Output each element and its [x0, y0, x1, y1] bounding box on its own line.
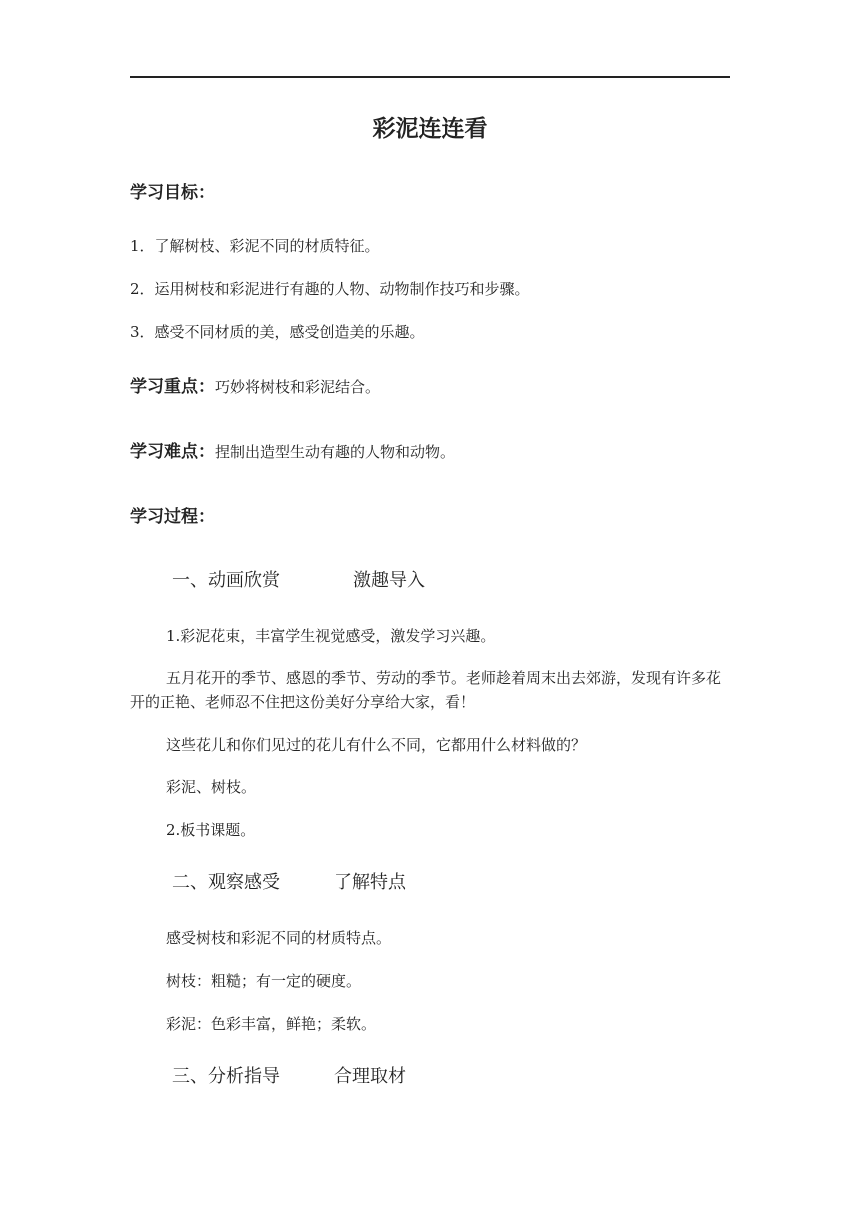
document-title: 彩泥连连看 — [372, 116, 488, 142]
section-1-item-2: 2.板书课题。 — [166, 821, 256, 839]
difficulty-text: 捏制出造型生动有趣的人物和动物。 — [215, 443, 456, 461]
section-2-line-3: 彩泥：色彩丰富，鲜艳；柔软。 — [166, 1015, 377, 1033]
process-heading: 学习过程： — [130, 507, 215, 527]
key-point-text: 巧妙将树枝和彩泥结合。 — [215, 378, 381, 396]
difficulty-line — [130, 440, 455, 464]
header-rule — [130, 76, 730, 78]
section-1-paragraph: 五月花开的季节、感恩的季节、劳动的季节。老师趁着周末出去郊游，发现有许多花开的正艳、老师忍不住把这份美好分享给大家，看！ — [130, 669, 722, 711]
section-3-title: 三、分析指导 — [172, 1066, 280, 1087]
difficulty-label: 学习难点： — [130, 442, 215, 462]
section-1-subtitle: 激趣导入 — [353, 570, 425, 591]
objective-item-2: 2．运用树枝和彩泥进行有趣的人物、动物制作技巧和步骤。 — [130, 280, 530, 298]
section-1-question: 这些花儿和你们见过的花儿有什么不同，它都用什么材料做的？ — [166, 736, 587, 754]
key-point-line — [130, 375, 380, 399]
section-2-title: 二、观察感受 — [172, 872, 280, 893]
section-1-title: 一、动画欣赏 — [172, 570, 280, 591]
section-1-answer: 彩泥、树枝。 — [166, 778, 257, 796]
objectives-heading: 学习目标： — [130, 183, 215, 203]
section-2-line-2: 树枝：粗糙；有一定的硬度。 — [166, 972, 362, 990]
objective-item-1: 1．了解树枝、彩泥不同的材质特征。 — [130, 237, 380, 255]
section-2-subtitle: 了解特点 — [334, 872, 406, 893]
section-3-heading — [172, 1065, 406, 1089]
section-1-heading — [172, 569, 425, 593]
key-point-label: 学习重点： — [130, 377, 215, 397]
section-3-subtitle: 合理取材 — [334, 1066, 406, 1087]
section-2-line-1: 感受树枝和彩泥不同的材质特点。 — [166, 929, 392, 947]
section-2-heading — [172, 871, 406, 895]
section-1-item-1: 1.彩泥花束，丰富学生视觉感受，激发学习兴趣。 — [166, 627, 496, 645]
objective-item-3: 3．感受不同材质的美，感受创造美的乐趣。 — [130, 323, 425, 341]
